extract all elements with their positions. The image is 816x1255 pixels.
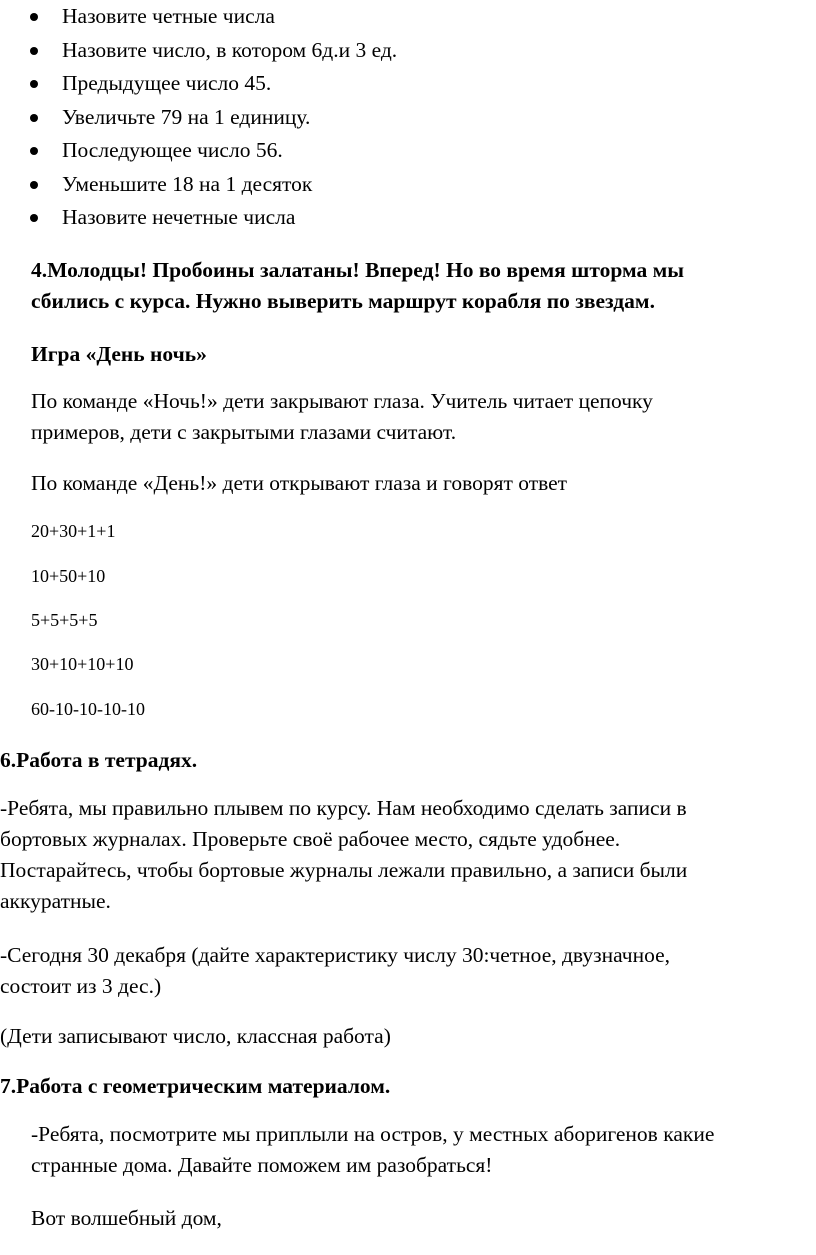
- example-expression: 10+50+10: [31, 566, 106, 586]
- bullet-icon: [30, 47, 38, 55]
- list-item: Назовите нечетные числа: [28, 201, 397, 235]
- list-item: Предыдущее число 45.: [28, 67, 397, 101]
- bullet-icon: [30, 13, 38, 21]
- example-expression: 30+10+10+10: [31, 654, 134, 674]
- section-7-paragraph: -Ребята, посмотрите мы приплыли на остров, у местных аборигенов какие странные дома. Давайте поможем им разобраться!: [31, 1122, 715, 1177]
- list-item: Последующее число 56.: [28, 134, 397, 168]
- section-6-paragraph: -Ребята, мы правильно плывем по курсу. Нам необходимо сделать записи в бортовых журналах. Проверьте своё рабочее место, сядьте удобнее. Постарайтесь, чтобы бортовые журналы лежали правильно, а записи были аккуратные.: [0, 796, 688, 913]
- list-item: Уменьшите 18 на 1 десяток: [28, 168, 397, 202]
- bullet-icon: [30, 181, 38, 189]
- example-expression: 20+30+1+1: [31, 521, 116, 541]
- game-answer-instruction: По команде «День!» дети открывают глаза и говорят ответ: [31, 471, 568, 495]
- section-4-heading: 4.Молодцы! Пробоины залатаны! Вперед! Но во время шторма мы сбились с курса. Нужно выверить маршрут корабля по звездам.: [31, 258, 685, 313]
- game-title: Игра «День ночь»: [31, 342, 207, 366]
- section-7-heading: 7.Работа с геометрическим материалом.: [0, 1074, 391, 1098]
- bullet-icon: [30, 147, 38, 155]
- bullet-icon: [30, 114, 38, 122]
- bullet-icon: [30, 214, 38, 222]
- list-item: Назовите число, в котором 6д.и 3 ед.: [28, 34, 397, 68]
- bullet-icon: [30, 80, 38, 88]
- section-7-magic-house: Вот волшебный дом,: [31, 1206, 222, 1230]
- question-list: [28, 0, 397, 235]
- example-expression: 5+5+5+5: [31, 610, 98, 630]
- game-instructions: По команде «Ночь!» дети закрывают глаза. Учитель читает цепочку примеров, дети с закрытыми глазами считают.: [31, 389, 653, 444]
- list-item: Увеличьте 79 на 1 единицу.: [28, 101, 397, 135]
- section-6-date-paragraph: -Сегодня 30 декабря (дайте характеристику числу 30:четное, двузначное, состоит из 3 дес.): [0, 943, 671, 998]
- section-6-heading: 6.Работа в тетрадях.: [0, 748, 198, 772]
- section-6-note: (Дети записывают число, классная работа): [0, 1024, 391, 1048]
- list-item: Назовите четные числа: [28, 0, 397, 34]
- example-expression: 60-10-10-10-10: [31, 699, 145, 719]
